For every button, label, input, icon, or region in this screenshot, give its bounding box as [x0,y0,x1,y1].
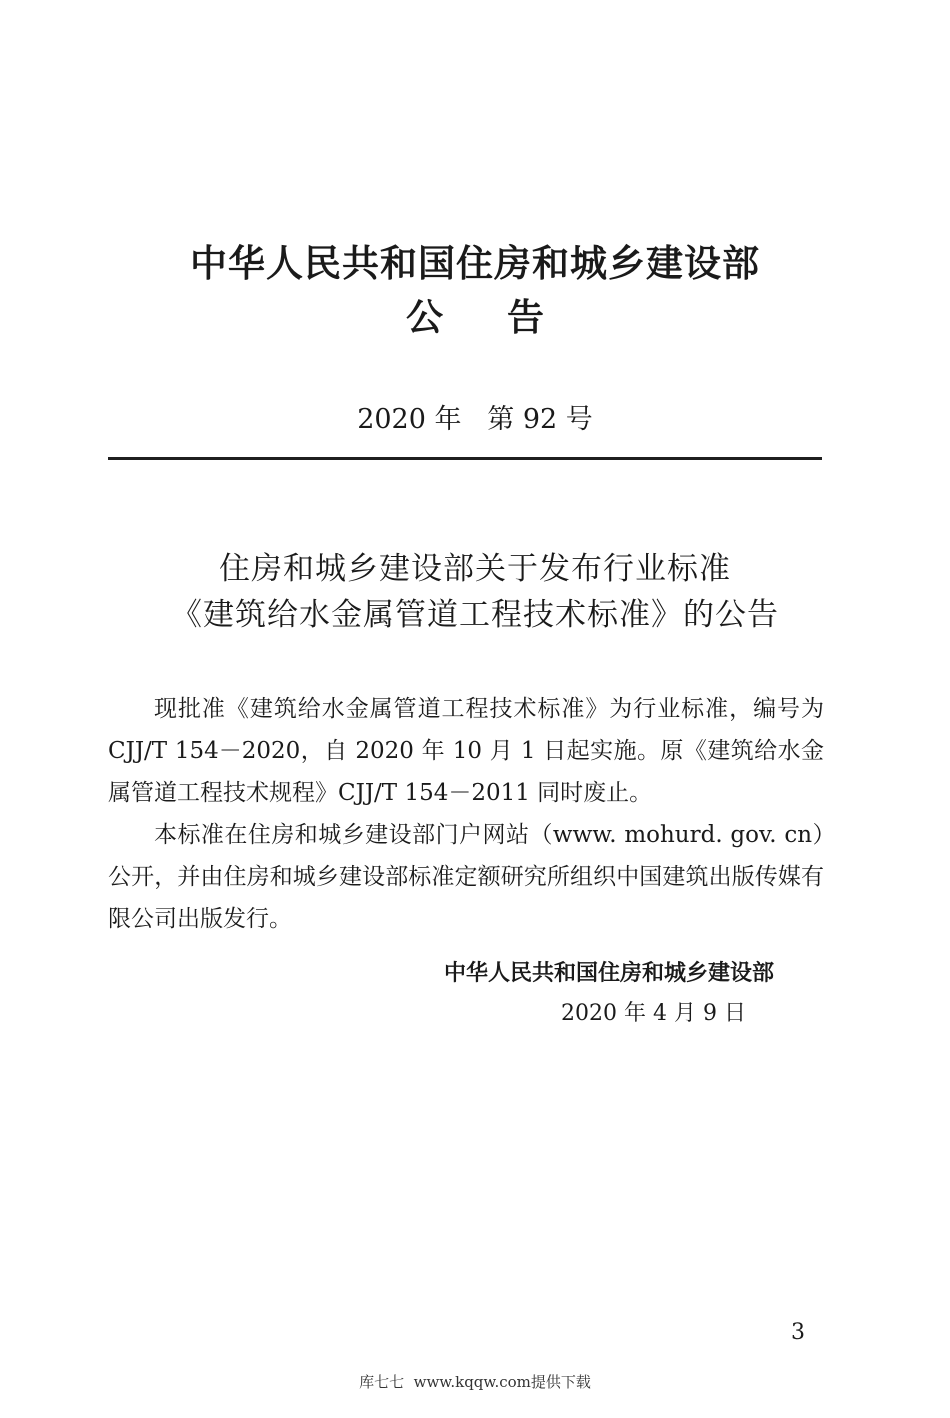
page-number: 3 [791,1320,805,1345]
signature-date: 2020 年 4 月 9 日 [561,1001,746,1026]
ministry-heading: 中华人民共和国住房和城乡建设部 [190,242,760,285]
notice-body [108,688,824,940]
notice-title-char-1: 公 [406,296,443,339]
body-paragraph-2: 本标准在住房和城乡建设部门户网站（www. mohurd. gov. cn）公开，并由住房和城乡建设部标准定额研究所组织中国建筑出版传媒有限公司出版发行。 [108,822,824,932]
notice-title [0,290,950,346]
body-paragraph-1: 现批准《建筑给水金属管道工程技术标准》为行业标准，编号为 CJJ/T 154－2020，自 2020 年 10 月 1 日起实施。原《建筑给水金属管道工程技术规程》CJJ/T 154－2011 同时废止。 [108,696,824,806]
signature-organization: 中华人民共和国住房和城乡建设部 [443,961,774,986]
subject-line-2: 《建筑给水金属管道工程技术标准》的公告 [171,597,779,633]
subject-line-1: 住房和城乡建设部关于发布行业标准 [219,551,731,587]
issue-number: 2020 年 第 92 号 [357,404,593,435]
header-divider [108,457,822,460]
notice-subject [0,546,950,638]
notice-title-char-2: 告 [507,296,544,339]
download-footer: 库七七 www.kqqw.com提供下载 [359,1373,591,1391]
